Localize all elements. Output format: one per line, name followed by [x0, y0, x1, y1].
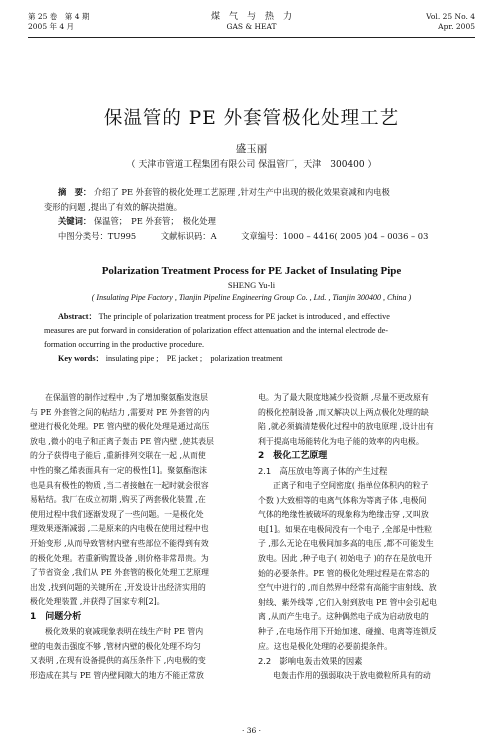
body-line: 的分子获得电子能后 ,重新排列交联在一起 ,从而使	[30, 451, 206, 461]
subsection-heading-2-2: 2.2 影响电轰击效果的因素	[258, 656, 363, 667]
body-line: 形造成在其与 PE 管内壁间隙大的地方不能正常放	[30, 670, 204, 680]
body-line: 使用过程中我们逐渐发现了一些问题。一是极化处	[30, 509, 204, 519]
abstract-cn-label: 摘 要：	[58, 187, 92, 197]
doc-code-value: A	[210, 230, 217, 241]
body-line: 空气中进行的 ,而自然界中经常有高能宇宙射线、放	[258, 583, 437, 593]
keywords-cn-line	[44, 214, 462, 229]
body-line: 出发 ,找到问题的关键所在 ,开发设计出经济实用的	[30, 582, 206, 592]
running-header-right	[426, 12, 475, 32]
body-line: 电[1]。如果在电极间没有一个电子 ,全部是中性粒	[258, 524, 433, 534]
body-line: 个数 )大致相等的电离气体称为等离子体 ,电极间	[258, 495, 427, 505]
body-line: 易粘结。我厂在成立初期 ,购买了两套极化装置 ,在	[30, 495, 206, 505]
article-title-cn: 保温管的 PE 外套管极化处理工艺	[103, 108, 400, 129]
classification-line	[44, 229, 462, 244]
issue-date: 2005 年 4 月	[28, 22, 75, 31]
body-column-left	[30, 391, 240, 683]
body-line: 壁的电轰击强度不够 ,管材内壁的极化处理不均匀	[30, 641, 201, 651]
affiliation-cn: （ 天津市管道工程集团有限公司 保温管厂，天津 300400 ）	[126, 160, 377, 170]
author-cn: 盛玉丽	[235, 143, 268, 155]
body-line: 电。为了最大限度地减少投资额 ,尽量不更改原有	[258, 393, 429, 402]
body-line: 了节省资金 ,我们从 PE 外套管的极化处理工艺原理	[30, 568, 209, 578]
subsection-heading-2-1: 2.1 高压放电等离子体的产生过程	[258, 466, 388, 477]
body-line: 气体的绝缘性被破坏的现象称为绝缘击穿 ,又叫放	[258, 510, 429, 520]
body-line: 的极化处理。若重新购置设备 ,则价格非常昂贵。为	[30, 553, 209, 563]
clc-label: 中图分类号：	[58, 230, 108, 241]
body-line: 与 PE 外套管之间的粘结力 ,需要对 PE 外套管的内	[30, 407, 210, 417]
keywords-en: insulating pipe ; PE jacket ; polarization treatment	[105, 354, 283, 363]
article-title-en: Polarization Treatment Process for PE Jacket of Insulating Pipe	[101, 265, 402, 277]
body-line: 射线、紫外线等 ,它们入射到放电 PE 管中会引起电	[258, 597, 437, 607]
keywords-en-line	[44, 352, 462, 366]
abstract-cn-line: 变形的问题 ,提出了有效的解决措施。	[44, 201, 183, 212]
abstract-en-line	[44, 310, 462, 324]
body-line: 开始变形 ,从而导致管材内壁有些部位不能得到有效	[30, 538, 209, 548]
body-column-right	[258, 391, 468, 683]
date-en: Apr. 2005	[438, 22, 475, 31]
abstract-en	[44, 310, 462, 366]
journal-name-en: GAS & HEAT	[226, 22, 277, 31]
abstract-en-line: measures are put forward in consideration of polarization effect attenuation and the internal electrode de-	[44, 326, 389, 335]
body-line: 应。这也是极化处理的必要前提条件。	[258, 641, 393, 651]
section-heading-2: 2 极化工艺原理	[258, 451, 328, 462]
abstract-cn-line	[44, 185, 462, 200]
body-line: 在保温管的制作过程中 ,为了增加聚氨酯发泡层	[45, 393, 208, 402]
body-line: 也是具有极性的物质 ,当二者接触在一起时就会很容	[30, 480, 209, 490]
body-line: 壁进行极化处理。PE 管内壁的极化处理是通过高压	[30, 422, 210, 432]
body-line: 始的必要条件。PE 管的极化处理过程是在常态的	[258, 568, 430, 578]
body-line: 理效果逐渐减弱 ,二是原来的内电极在使用过程中也	[30, 524, 209, 534]
body-line: 放电。因此 ,种子电子( 初始电子 )的存在是放电开	[258, 553, 433, 563]
body-line: 又表明 ,在现有设备提供的高压条件下 ,内电极的变	[30, 656, 206, 666]
body-line: 电轰击作用的强弱取决于放电微粒所具有的动	[273, 670, 431, 680]
abstract-en-line: formation occurring in the productive procedure.	[44, 340, 205, 349]
section-heading-1: 1 问题分析	[30, 611, 82, 622]
author-en: SHENG Yu-li	[227, 280, 276, 290]
body-line: 离 ,从而产生电子。这种偶然电子成为启动放电的	[258, 612, 429, 622]
body-line: 的极化控制设备 ,而又解决以上两点极化处理的缺	[258, 407, 429, 417]
keywords-cn-label: 关键词：	[58, 216, 92, 226]
journal-name-cn: 煤 气 与 热 力	[210, 12, 292, 22]
keywords-cn: 保温管； PE 外套管； 极化处理	[93, 216, 216, 226]
abstract-cn	[44, 185, 462, 243]
article-no-value: 1000 – 4416( 2005 )04 – 0036 – 03	[282, 230, 429, 241]
body-line: 种子 ,在电场作用下开始加速、碰撞、电离等连锁反	[258, 626, 437, 636]
body-line: 极化处理装置 ,并获得了国家专利[2]。	[30, 597, 165, 607]
volume-issue: 第 25 卷 第 4 期	[28, 12, 90, 21]
abstract-en-label: Abstract：	[58, 312, 97, 321]
body-line: 极化效果的衰减现象表明在线生产时 PE 管内	[45, 626, 204, 636]
body-line: 放电 ,微小的电子和正离子轰击 PE 管内壁 ,使其表层	[30, 436, 214, 446]
page-number: · 36 ·	[241, 726, 262, 735]
body-line: 利于提高电场能转化为电子能的效率的内电极。	[258, 436, 424, 446]
body-line: 子 ,那么无论在电极间加多高的电压 ,都不可能发生	[258, 539, 434, 549]
doc-code-label: 文献标识码：	[160, 230, 211, 241]
body-line: 正离子和电子空间密度( 指单位体积内的粒子	[273, 480, 429, 490]
abstract-en-text: The principle of polarization treatment process for PE jacket is introduced , and effective	[98, 312, 390, 321]
article-no-label: 文章编号：	[241, 230, 283, 241]
abstract-cn-text: 介绍了 PE 外套管的极化处理工艺原理 ,针对生产中出现的极化效果衰减和内电极	[93, 187, 390, 197]
volume-en: Vol. 25 No. 4	[426, 12, 475, 21]
body-line: 中性的聚乙烯表面具有一定的极性[1]。聚氨酯泡沫	[30, 465, 207, 475]
keywords-en-label: Key words：	[58, 354, 104, 363]
body-line: 陷 ,就必须搞清楚极化过程中的放电原理 ,设计出有	[258, 422, 434, 432]
clc-value: TU995	[107, 230, 137, 241]
header-rule	[28, 37, 475, 38]
affiliation-en: ( Insulating Pipe Factory , Tianjin Pipeline Engineering Group Co. , Ltd. , Tianjin 300400 , China )	[91, 293, 412, 302]
